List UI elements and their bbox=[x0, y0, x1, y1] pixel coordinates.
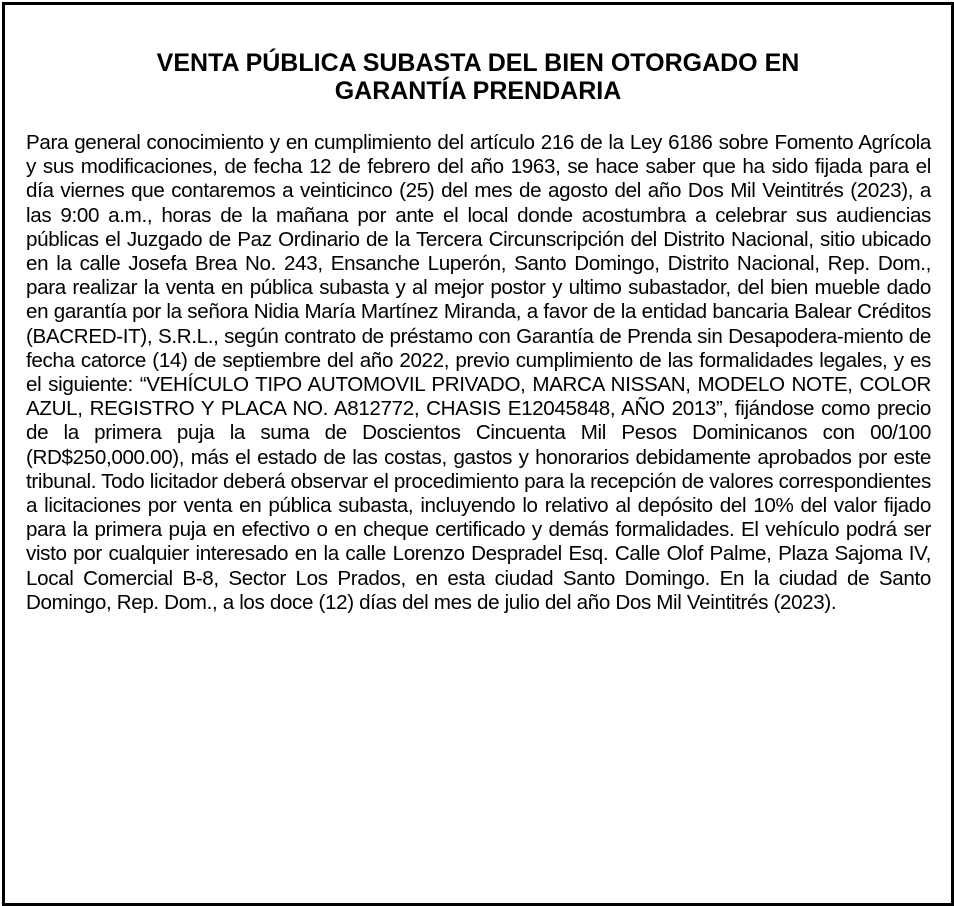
notice-frame bbox=[2, 2, 954, 906]
notice-title bbox=[5, 49, 951, 105]
notice-title-line-1: VENTA PÚBLICA SUBASTA DEL BIEN OTORGADO EN bbox=[156, 49, 800, 77]
notice-title-line-2: GARANTÍA PRENDARIA bbox=[334, 77, 622, 105]
notice-body: Para general conocimiento y en cumplimiento del artículo 216 de la Ley 6186 sobre Fomento Agrícola y sus modificaciones, de fecha 12 de febrero del año 1963, se hace saber que ha sido fijada para el día viernes que contaremos a veinticinco (25) del mes de agosto del año Dos Mil Veintitrés (2023), a las 9:00 a.m., horas de la mañana por ante el local donde acostumbra a celebrar sus audiencias públicas el Juzgado de Paz Ordinario de la Tercera Circunscripción del Distrito Nacional, sitio ubicado en la calle Josefa Brea No. 243, Ensanche Luperón, Santo Domingo, Distrito Nacional, Rep. Dom., para realizar la venta en pública subasta y al mejor postor y ultimo subastador, del bien mueble dado en garantía por la señora Nidia María Martínez Miranda, a favor de la entidad bancaria Balear Créditos (BACRED-IT), S.R.L., según contrato de préstamo con Garantía de Prenda sin Desapodera-miento de fecha catorce (14) de septiembre del año 2022, previo cumplimiento de las formalidades legales, y es el siguiente: “VEHÍCULO TIPO AUTOMOVIL PRIVADO, MARCA NISSAN, MODELO NOTE, COLOR AZUL, REGISTRO Y PLACA NO. A812772, CHASIS E12045848, AÑO 2013”, fijándose como precio de la primera puja la suma de Doscientos Cincuenta Mil Pesos Dominicanos con 00/100 (RD$250,000.00), más el estado de las costas, gastos y honorarios debidamente aprobados por este tribunal. Todo licitador deberá observar el procedimiento para la recepción de valores correspondientes a licitaciones por venta en pública subasta, incluyendo lo relativo al depósito del 10% del valor fijado para la primera puja en efectivo o en cheque certificado y demás formalidades. El vehículo podrá ser visto por cualquier interesado en la calle Lorenzo Despradel Esq. Calle Olof Palme, Plaza Sajoma IV, Local Comercial B-8, Sector Los Prados, en esta ciudad Santo Domingo. En la ciudad de Santo Domingo, Rep. Dom., a los doce (12) días del mes de julio del año Dos Mil Veintitrés (2023). bbox=[26, 131, 931, 614]
